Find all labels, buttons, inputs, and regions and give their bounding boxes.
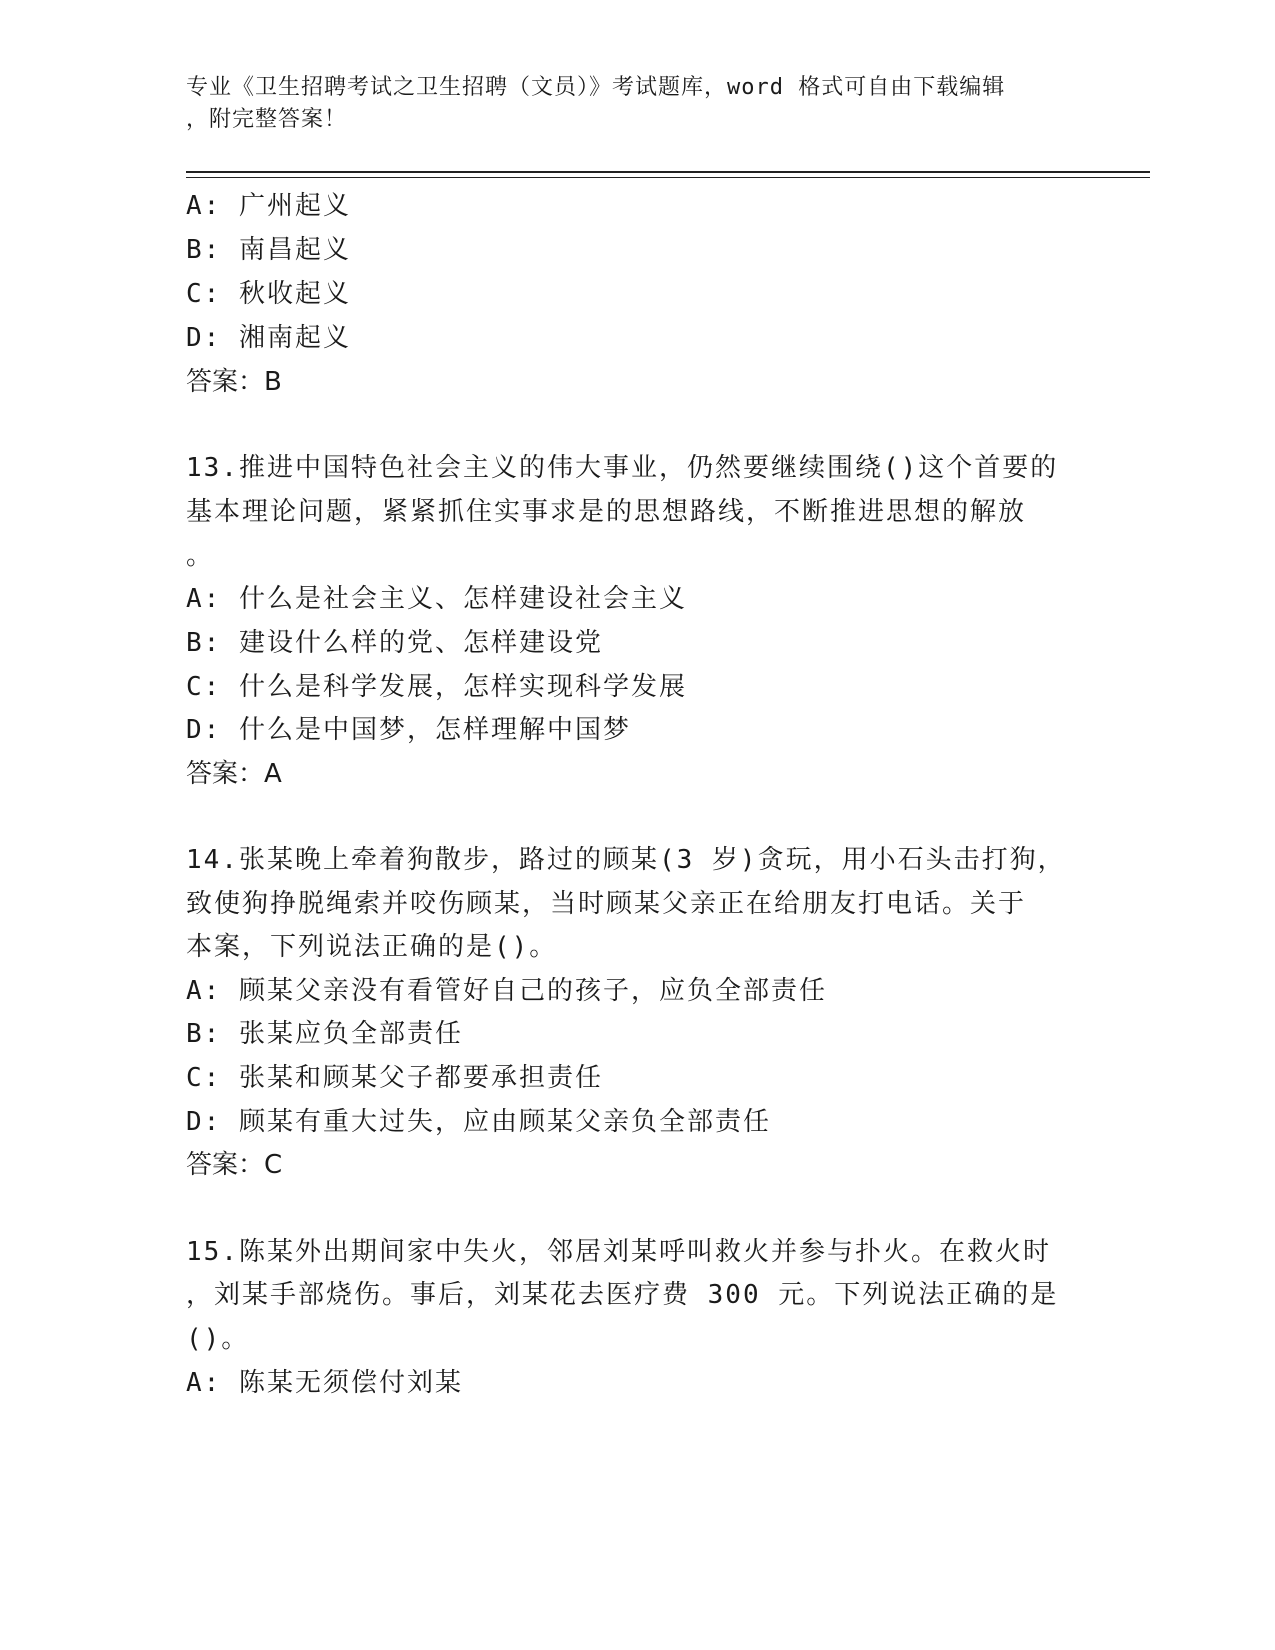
- header-rule-top: [186, 171, 1150, 173]
- header-line-2: ，附完整答案！: [186, 107, 348, 132]
- q14-option-c: C: 张某和顾某父子都要承担责任: [186, 1063, 603, 1093]
- q13-answer: 答案：A: [186, 759, 282, 789]
- q12-option-d: D: 湘南起义: [186, 323, 351, 353]
- q13-option-c: C: 什么是科学发展，怎样实现科学发展: [186, 672, 687, 702]
- header-line-1: 专业《卫生招聘考试之卫生招聘（文员）》考试题库，word 格式可自由下载编辑: [186, 75, 1006, 100]
- q13-stem-line-1: 13.推进中国特色社会主义的伟大事业，仍然要继续围绕()这个首要的: [186, 453, 1059, 483]
- q15-option-a: A: 陈某无须偿付刘某: [186, 1368, 463, 1398]
- q12-option-b: B: 南昌起义: [186, 235, 351, 265]
- q14-option-a: A: 顾某父亲没有看管好自己的孩子，应负全部责任: [186, 976, 827, 1006]
- q13-option-d: D: 什么是中国梦，怎样理解中国梦: [186, 715, 631, 745]
- q14-stem-line-3: 本案，下列说法正确的是()。: [186, 932, 558, 962]
- q14-option-b: B: 张某应负全部责任: [186, 1019, 463, 1049]
- q14-option-d: D: 顾某有重大过失，应由顾某父亲负全部责任: [186, 1107, 771, 1137]
- q15-stem-line-1: 15.陈某外出期间家中失火，邻居刘某呼叫救火并参与扑火。在救火时: [186, 1237, 1051, 1267]
- q12-option-a: A: 广州起义: [186, 191, 351, 221]
- q12-option-c: C: 秋收起义: [186, 279, 351, 309]
- q14-stem-line-2: 致使狗挣脱绳索并咬伤顾某，当时顾某父亲正在给朋友打电话。关于: [186, 889, 1027, 919]
- q15-stem-line-3: ()。: [186, 1324, 250, 1354]
- q12-answer: 答案：B: [186, 367, 282, 397]
- q14-answer: 答案：C: [186, 1150, 283, 1180]
- header-rule-bottom: [186, 177, 1150, 178]
- q13-option-a: A: 什么是社会主义、怎样建设社会主义: [186, 584, 687, 614]
- q14-stem-line-1: 14.张某晚上牵着狗散步，路过的顾某(3 岁)贪玩，用小石头击打狗，: [186, 845, 1066, 875]
- q13-stem-line-2: 基本理论问题，紧紧抓住实事求是的思想路线，不断推进思想的解放: [186, 497, 1027, 527]
- q13-option-b: B: 建设什么样的党、怎样建设党: [186, 628, 603, 658]
- q13-stem-line-3: 。: [186, 541, 215, 571]
- q15-stem-line-2: ，刘某手部烧伤。事后，刘某花去医疗费 300 元。下列说法正确的是: [186, 1280, 1059, 1310]
